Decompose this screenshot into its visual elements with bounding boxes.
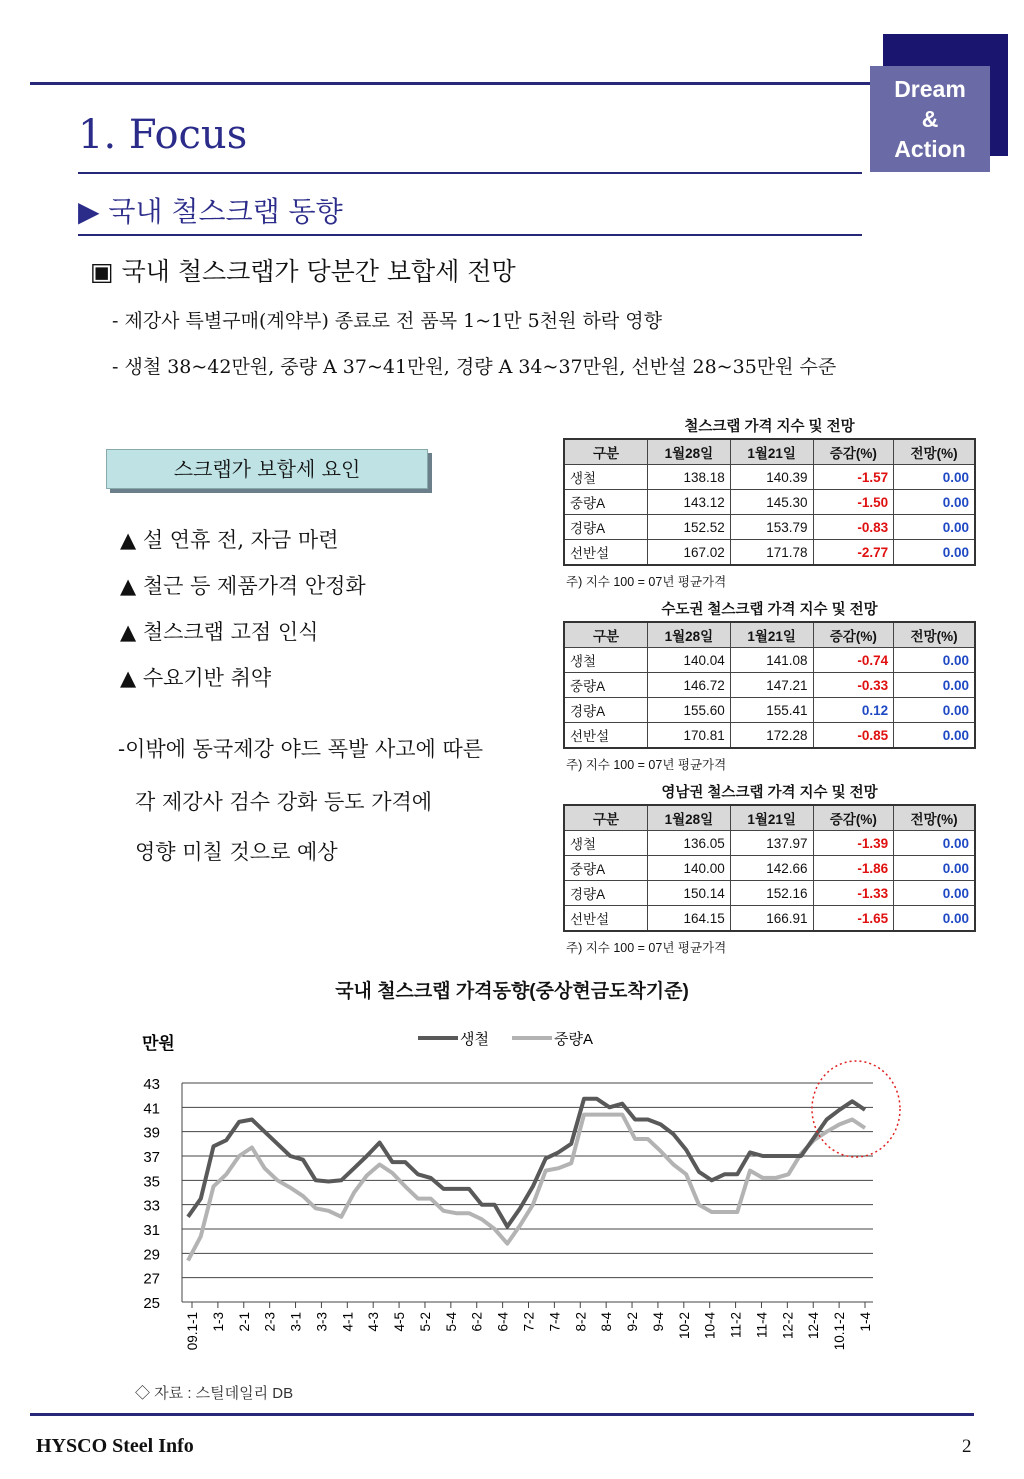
series-line <box>188 1115 865 1261</box>
cell: 0.00 <box>894 856 975 881</box>
cell: -0.33 <box>813 673 894 698</box>
y-tick-label: 29 <box>143 1246 160 1264</box>
table-1-title: 철스크랩 가격 지수 및 전망 <box>684 419 855 435</box>
x-tick-label: 1-3 <box>210 1312 226 1332</box>
col-category: 구분 <box>564 622 648 648</box>
col-change: 증감(%) <box>813 622 894 648</box>
x-tick-label: 10-2 <box>676 1312 692 1340</box>
legend-label: 중량A <box>554 1031 593 1048</box>
cell: 140.39 <box>730 465 813 490</box>
legend-label: 생철 <box>460 1031 489 1048</box>
factor-box: 스크랩가 보합세 요인 <box>106 449 428 489</box>
factor-2: ▲ 철근 등 제품가격 안정화 <box>120 574 366 598</box>
page-number: 2 <box>962 1436 972 1457</box>
cell: 172.28 <box>730 723 813 749</box>
factor-3: ▲ 철스크랩 고점 인식 <box>120 620 319 644</box>
col-category: 구분 <box>564 439 648 465</box>
x-tick-label: 2-3 <box>262 1312 278 1332</box>
cell: -1.86 <box>813 856 894 881</box>
note-line-2: 각 제강사 검수 강화 등도 가격에 <box>135 790 433 814</box>
footer-rule <box>30 1413 974 1416</box>
cell: 생철 <box>564 831 648 856</box>
cell: 143.12 <box>648 490 731 515</box>
source-note: ◇ 자료 : 스틸데일리 DB <box>135 1385 294 1402</box>
cell: 선반설 <box>564 723 648 749</box>
factor-1: ▲ 설 연휴 전, 자금 마련 <box>120 528 339 552</box>
table-3-note: 주) 지수 100 = 07년 평균가격 <box>566 941 727 955</box>
cell: 0.00 <box>894 906 975 932</box>
note-line-1: -이밖에 동국제강 야드 폭발 사고에 따른 <box>118 737 484 761</box>
cell: -0.83 <box>813 515 894 540</box>
cell: 0.00 <box>894 723 975 749</box>
x-tick-label: 12-2 <box>780 1312 796 1340</box>
cell: 0.00 <box>894 698 975 723</box>
x-tick-label: 11-4 <box>754 1312 770 1339</box>
col-jan21: 1월21일 <box>730 805 813 831</box>
x-tick-label: 10-4 <box>702 1312 718 1340</box>
cell: 0.00 <box>894 540 975 566</box>
cell: 0.00 <box>894 831 975 856</box>
cell: 경량A <box>564 698 648 723</box>
x-tick-label: 4-5 <box>392 1312 408 1332</box>
cell: 152.16 <box>730 881 813 906</box>
cell: 138.18 <box>648 465 731 490</box>
cell: 166.91 <box>730 906 813 932</box>
series-line <box>188 1099 865 1227</box>
col-change: 증감(%) <box>813 805 894 831</box>
cell: 170.81 <box>648 723 731 749</box>
table-3-title: 영남권 철스크랩 가격 지수 및 전망 <box>661 785 878 801</box>
cell: 167.02 <box>648 540 731 566</box>
y-tick-label: 33 <box>143 1197 160 1215</box>
cell: -0.74 <box>813 648 894 673</box>
bullet-2: - 생철 38~42만원, 중량 A 37~41만원, 경량 A 34~37만원, 선반설 28~35만원 수준 <box>112 356 837 378</box>
cell: 생철 <box>564 648 648 673</box>
x-tick-label: 4-1 <box>340 1312 356 1332</box>
table-1-note: 주) 지수 100 = 07년 평균가격 <box>566 575 727 589</box>
cell: 140.04 <box>648 648 731 673</box>
cell: 164.15 <box>648 906 731 932</box>
factor-4: ▲ 수요기반 취약 <box>120 666 272 690</box>
cell: 153.79 <box>730 515 813 540</box>
logo-line-3: Action <box>894 136 966 162</box>
cell: 중량A <box>564 856 648 881</box>
x-tick-label: 12-4 <box>806 1312 822 1340</box>
cell: 선반설 <box>564 906 648 932</box>
x-tick-label: 7-4 <box>547 1312 563 1332</box>
cell: 142.66 <box>730 856 813 881</box>
highlight-circle <box>812 1061 900 1157</box>
x-tick-label: 4-3 <box>366 1312 382 1332</box>
table-2-note: 주) 지수 100 = 07년 평균가격 <box>566 758 727 772</box>
cell: 선반설 <box>564 540 648 566</box>
cell: 생철 <box>564 465 648 490</box>
cell: 0.12 <box>813 698 894 723</box>
section-title: ▶ 국내 철스크랩 동향 <box>78 195 343 228</box>
cell: 0.00 <box>894 515 975 540</box>
y-tick-label: 37 <box>143 1149 160 1166</box>
y-axis-label: 만원 <box>142 1034 175 1053</box>
cell: 0.00 <box>894 490 975 515</box>
x-tick-label: 8-2 <box>573 1312 589 1332</box>
x-tick-label: 6-4 <box>495 1312 511 1332</box>
cell: -1.39 <box>813 831 894 856</box>
x-tick-label: 11-2 <box>728 1312 744 1339</box>
bullet-1: - 제강사 특별구매(계약부) 종료로 전 품목 1~1만 5천원 하락 영향 <box>112 310 662 332</box>
cell: -2.77 <box>813 540 894 566</box>
cell: -1.33 <box>813 881 894 906</box>
cell: 0.00 <box>894 881 975 906</box>
cell: 141.08 <box>730 648 813 673</box>
subheading: ▣ 국내 철스크랩가 당분간 보합세 전망 <box>90 257 516 286</box>
cell: 0.00 <box>894 465 975 490</box>
cell: -1.65 <box>813 906 894 932</box>
cell: 140.00 <box>648 856 731 881</box>
cell: 137.97 <box>730 831 813 856</box>
col-outlook: 전망(%) <box>894 805 975 831</box>
note-line-3: 영향 미칠 것으로 예상 <box>135 840 338 864</box>
y-tick-label: 31 <box>143 1222 160 1239</box>
x-tick-label: 7-2 <box>521 1312 537 1332</box>
x-tick-label: 8-4 <box>599 1312 615 1332</box>
cell: 145.30 <box>730 490 813 515</box>
col-outlook: 전망(%) <box>894 439 975 465</box>
y-tick-label: 27 <box>143 1270 160 1288</box>
cell: 155.60 <box>648 698 731 723</box>
col-jan21: 1월21일 <box>730 622 813 648</box>
footer-brand: HYSCO Steel Info <box>36 1435 194 1457</box>
col-outlook: 전망(%) <box>894 622 975 648</box>
cell: 0.00 <box>894 673 975 698</box>
col-jan28: 1월28일 <box>648 622 731 648</box>
cell: 중량A <box>564 490 648 515</box>
x-tick-label: 6-2 <box>469 1312 485 1332</box>
cell: 150.14 <box>648 881 731 906</box>
cell: 147.21 <box>730 673 813 698</box>
col-jan28: 1월28일 <box>648 439 731 465</box>
chart-title: 국내 철스크랩 가격동향(중상현금도착기준) <box>335 981 689 1002</box>
col-jan28: 1월28일 <box>648 805 731 831</box>
col-jan21: 1월21일 <box>730 439 813 465</box>
cell: 경량A <box>564 515 648 540</box>
cell: 경량A <box>564 881 648 906</box>
x-tick-label: 9-2 <box>625 1312 641 1332</box>
cell: 155.41 <box>730 698 813 723</box>
x-tick-label: 3-1 <box>288 1312 304 1332</box>
x-tick-label: 10.1-2 <box>832 1312 848 1351</box>
cell: -0.85 <box>813 723 894 749</box>
y-tick-label: 43 <box>143 1076 160 1093</box>
y-tick-label: 39 <box>143 1124 160 1142</box>
cell: 171.78 <box>730 540 813 566</box>
cell: -1.57 <box>813 465 894 490</box>
page-title: 1. Focus <box>78 112 248 158</box>
logo-line-2: & <box>921 106 939 132</box>
logo-line-1: Dream <box>894 76 966 102</box>
col-category: 구분 <box>564 805 648 831</box>
cell: 중량A <box>564 673 648 698</box>
x-tick-label: 9-4 <box>650 1312 666 1332</box>
cell: -1.50 <box>813 490 894 515</box>
y-tick-label: 41 <box>143 1100 160 1118</box>
x-tick-label: 1-4 <box>858 1312 873 1332</box>
y-tick-label: 25 <box>143 1295 160 1312</box>
cell: 136.05 <box>648 831 731 856</box>
y-tick-label: 35 <box>143 1173 160 1191</box>
cell: 0.00 <box>894 648 975 673</box>
x-tick-label: 5-4 <box>443 1312 459 1332</box>
x-tick-label: 5-2 <box>417 1312 433 1332</box>
x-tick-label: 2-1 <box>236 1312 252 1332</box>
table-2-title: 수도권 철스크랩 가격 지수 및 전망 <box>661 602 878 618</box>
col-change: 증감(%) <box>813 439 894 465</box>
x-tick-label: 09.1-1 <box>185 1312 200 1351</box>
x-tick-label: 3-3 <box>314 1312 330 1332</box>
cell: 152.52 <box>648 515 731 540</box>
cell: 146.72 <box>648 673 731 698</box>
